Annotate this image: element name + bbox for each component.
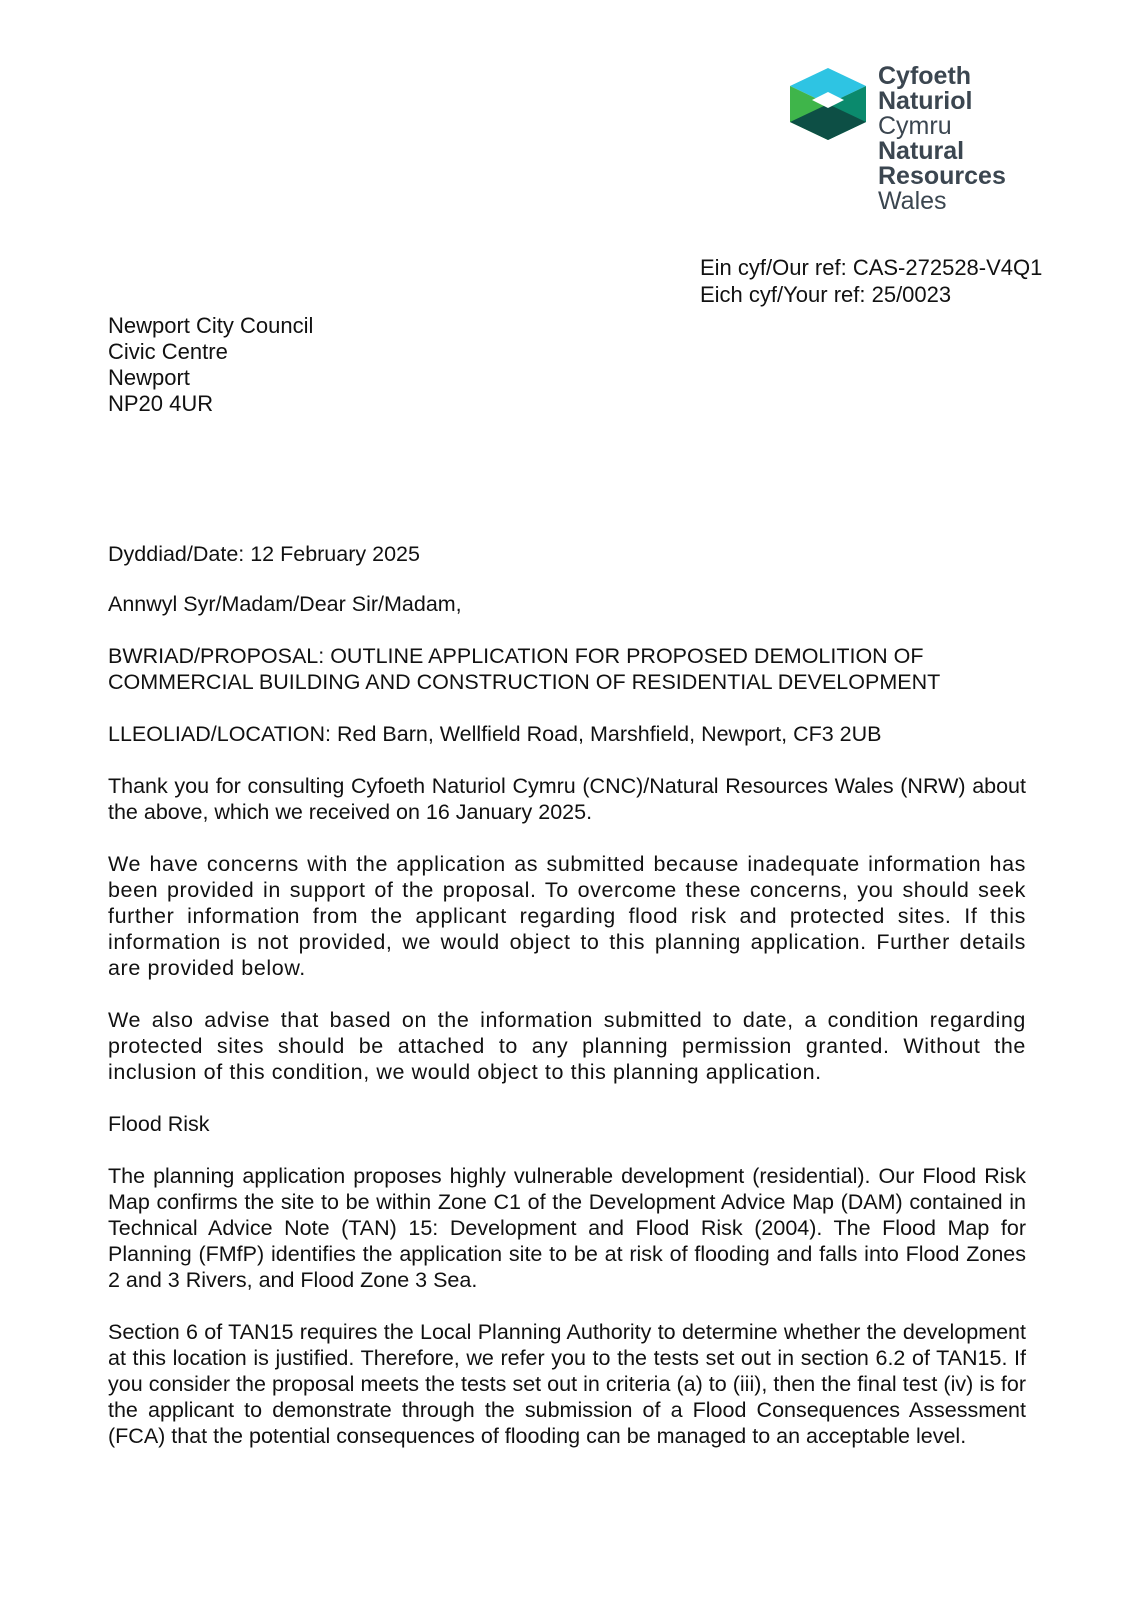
logo-english-line3: Wales <box>878 187 947 215</box>
logo-welsh-line2: Naturiol <box>878 87 973 115</box>
address-line-4: NP20 4UR <box>108 391 214 416</box>
letter-body <box>108 541 1026 1475</box>
paragraph-tan15: Section 6 of TAN15 requires the Local Planning Authority to determine whether the development at this location is justified. Therefore, we refer you to the tests set out in section 6.2 of TAN15. If you consider the proposal meets the tests set out in criteria (a) to (iii), then the final test (iv) is for the applicant to demonstrate through the submission of a Flood Consequences Assessment (FCA) that the potential consequences of flooding can be managed to an acceptable level. <box>108 1320 1026 1448</box>
your-ref: Eich cyf/Your ref: 25/0023 <box>700 282 952 307</box>
recipient-address <box>108 313 313 417</box>
reference-block <box>700 254 1042 308</box>
logo-wordmark <box>878 64 1006 214</box>
logo-english-line1: Natural <box>878 137 965 165</box>
salutation: Annwyl Syr/Madam/Dear Sir/Madam, <box>108 592 462 616</box>
paragraph-consultation: Thank you for consulting Cyfoeth Naturiol Cymru (CNC)/Natural Resources Wales (NRW) about the above, which we received on 16 January 2025. <box>108 774 1026 824</box>
nrw-cube-icon <box>790 68 866 140</box>
paragraph-concerns: We have concerns with the application as submitted because inadequate information has been provided in support of the proposal. To overcome these concerns, you should seek further information from the applicant regarding flood risk and protected sites. If this information is not provided, we would object to this planning application. Further details are provided below. <box>108 852 1026 980</box>
flood-risk-heading: Flood Risk <box>108 1112 210 1136</box>
location-line: LLEOLIAD/LOCATION: Red Barn, Wellfield Road, Marshfield, Newport, CF3 2UB <box>108 722 882 746</box>
letter-date: Dyddiad/Date: 12 February 2025 <box>108 542 420 566</box>
paragraph-condition: We also advise that based on the information submitted to date, a condition regarding protected sites should be attached to any planning permission granted. Without the inclusion of this condition, we would object to this planning application. <box>108 1008 1026 1084</box>
address-line-1: Newport City Council <box>108 313 314 338</box>
address-line-3: Newport <box>108 365 190 390</box>
logo-welsh-line3: Cymru <box>878 112 952 140</box>
logo-english-line2: Resources <box>878 162 1006 190</box>
logo-welsh-line1: Cyfoeth <box>878 62 972 90</box>
address-line-2: Civic Centre <box>108 339 228 364</box>
paragraph-flood-risk: The planning application proposes highly vulnerable development (residential). Our Flood Risk Map confirms the site to be within Zone C1 of the Development Advice Map (DAM) contained in Technical Advice Note (TAN) 15: Development and Flood Risk (2004). The Flood Map for Planning (FMfP) identifies the application site to be at risk of flooding and falls into Flood Zones 2 and 3 Rivers, and Flood Zone 3 Sea. <box>108 1164 1026 1292</box>
nrw-logo <box>790 64 1030 224</box>
proposal-heading: BWRIAD/PROPOSAL: OUTLINE APPLICATION FOR PROPOSED DEMOLITION OF COMMERCIAL BUILDING AND CONSTRUCTION OF RESIDENTIAL DEVELOPMENT <box>108 644 941 694</box>
our-ref: Ein cyf/Our ref: CAS-272528-V4Q1 <box>700 255 1043 280</box>
